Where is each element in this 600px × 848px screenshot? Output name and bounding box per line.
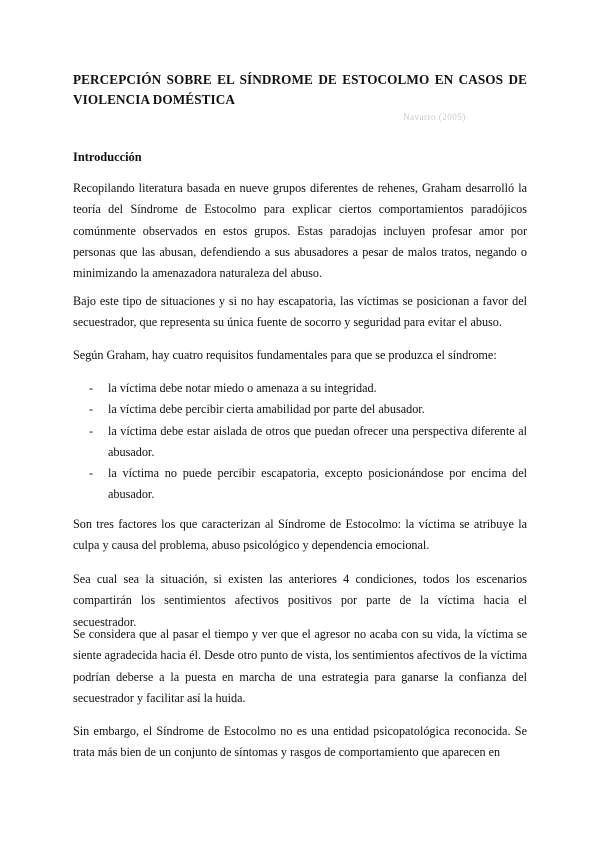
paragraph-gratitude: Se considera que al pasar el tiempo y ver que el agresor no acaba con su vida, la víctima se siente agradecida hacia él. Desde otro punto de vista, los sentimientos afectivos de la víctima podrían deberse a la puesta en marcha de una estrategia para ganarse la confianza del secuestrador y facilitar así la huida. xyxy=(73,627,527,705)
list-item-text: la víctima debe estar aislada de otros que puedan ofrecer una perspectiva diferente al abusador. xyxy=(108,423,527,459)
paragraph-factors: Son tres factores los que caracterizan al Síndrome de Estocolmo: la víctima se atribuye la culpa y causa del problema, abuso psicológico y dependencia emocional. xyxy=(73,517,527,553)
document-title: PERCEPCIÓN SOBRE EL SÍNDROME DE ESTOCOLMO EN CASOS DE VIOLENCIA DOMÉSTICA xyxy=(73,72,527,107)
faded-citation: Navarro (2005) xyxy=(403,112,466,122)
paragraph-conditions: Sea cual sea la situación, si existen las anteriores 4 condiciones, todos los escenarios compartirán los sentimientos afectivos positivos por parte de la víctima hacia el secuestrador. xyxy=(73,572,527,629)
list-item-text: la víctima no puede percibir escapatoria, excepto posicionándose por encima del abusador. xyxy=(108,466,527,502)
bullet-dash: - xyxy=(89,423,94,438)
paragraph-intro: Recopilando literatura basada en nueve grupos diferentes de rehenes, Graham desarrolló la teoría del Síndrome de Estocolmo para explicar ciertos comportamientos paradójicos comúnmente observados en estos grupos. Estas paradojas incluyen profesar amor por personas que las abusan, defendiendo a sus abusadores a pesar de malos tratos, negando o minimizando la amenazadora naturaleza del abuso. xyxy=(73,181,527,281)
paragraph-escape: Bajo este tipo de situaciones y si no hay escapatoria, las víctimas se posicionan a favor del secuestrador, que representa su única fuente de socorro y seguridad para evitar el abuso. xyxy=(73,294,527,330)
bullet-dash: - xyxy=(89,466,94,481)
section-heading: Introducción xyxy=(73,150,142,164)
list-item-text: la víctima debe percibir cierta amabilidad por parte del abusador. xyxy=(108,402,425,417)
document-page xyxy=(73,70,527,760)
bullet-dash: - xyxy=(89,402,94,417)
requirements-list xyxy=(73,378,527,506)
list-item xyxy=(73,399,527,420)
paragraph-not-recognized: Sin embargo, el Síndrome de Estocolmo no es una entidad psicopatológica reconocida. Se trata más bien de un conjunto de síntomas y rasgos de comportamiento que aparecen en xyxy=(73,724,527,760)
list-item xyxy=(73,463,527,506)
list-item xyxy=(73,421,527,464)
bullet-dash: - xyxy=(89,381,94,395)
list-item-text: la víctima debe notar miedo o amenaza a su integridad. xyxy=(108,381,377,395)
list-item xyxy=(73,378,527,399)
paragraph-requirements-intro: Según Graham, hay cuatro requisitos fundamentales para que se produzca el síndrome: xyxy=(73,348,497,362)
